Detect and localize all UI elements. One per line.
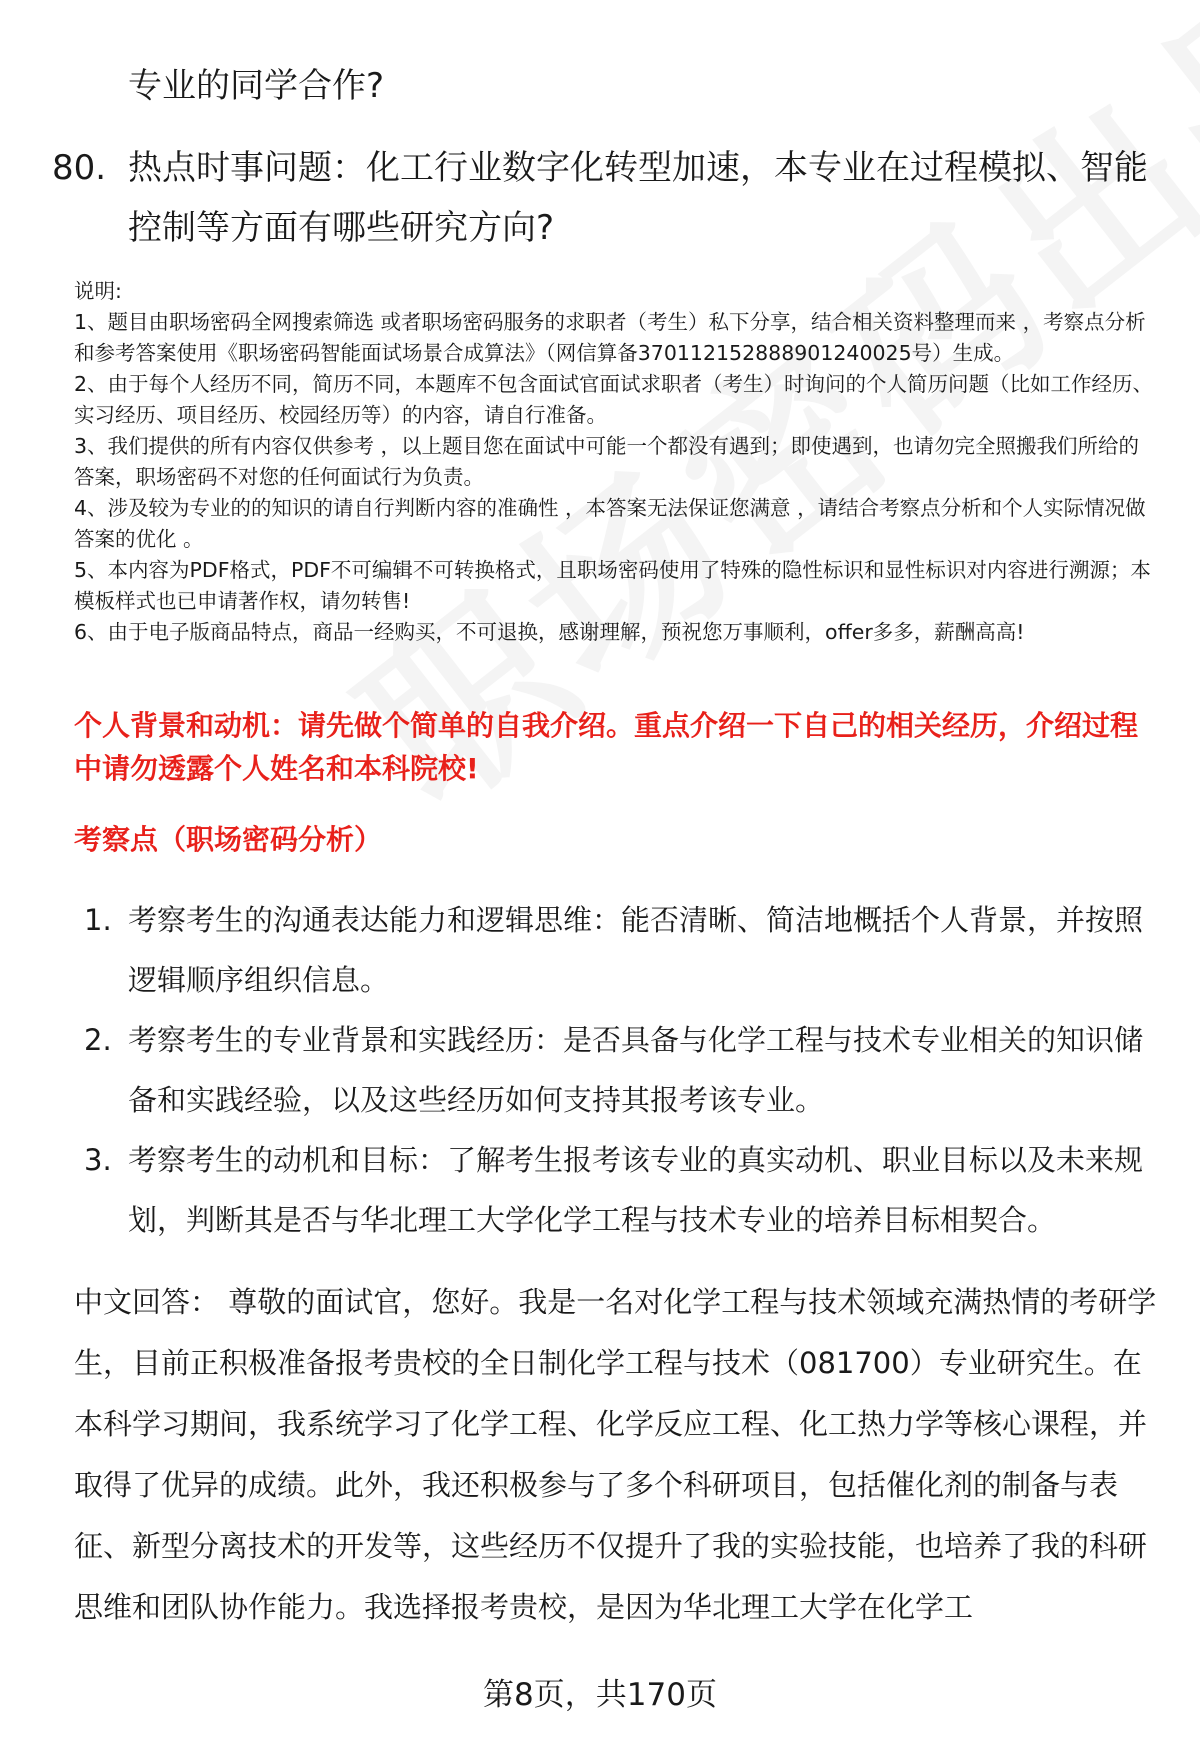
note-item: 6、由于电子版商品特点，商品一经购买，不可退换，感谢理解，预祝您万事顺利，offer多多，薪酬高高! <box>74 620 1025 644</box>
question-number: 80. <box>52 148 107 188</box>
answer-paragraph: 中文回答： 尊敬的面试官，您好。我是一名对化学工程与技术领域充满热情的考研学生，目前正积极准备报考贵校的全日制化学工程与技术（081700）专业研究生。在本科学习期间，我系统学习了化学工程、化学反应工程、化工热力学等核心课程，并取得了优异的成绩。此外，我还积极参与了多个科研项目，包括催化剂的制备与表征、新型分离技术的开发等，这些经历不仅提升了我的实验技能，也培养了我的科研思维和团队协作能力。我选择报考贵校，是因为华北理工大学在化学工 <box>74 1285 1157 1624</box>
list-item <box>84 890 1160 1010</box>
note-item: 5、本内容为PDF格式，PDF不可编辑不可转换格式，且职场密码使用了特殊的隐性标识和显性标识对内容进行溯源；本模板样式也已申请著作权，请勿转售! <box>74 558 1151 613</box>
notes-heading: 说明: <box>74 279 122 303</box>
analysis-points <box>84 890 1160 1250</box>
question-text: 热点时事问题：化工行业数字化转型加速，本专业在过程模拟、智能控制等方面有哪些研究方向? <box>128 148 1148 248</box>
point-number: 3. <box>84 1143 112 1177</box>
question-80 <box>52 138 1162 258</box>
question-continuation: 专业的同学合作? <box>128 66 385 106</box>
notes-block <box>74 276 1154 648</box>
note-item: 2、由于每个人经历不同，简历不同，本题库不包含面试官面试求职者（考生）时询问的个人简历问题（比如工作经历、实习经历、项目经历、校园经历等）的内容，请自行准备。 <box>74 372 1154 427</box>
point-text: 考察考生的动机和目标：了解考生报考该专业的真实动机、职业目标以及未来规划，判断其是否与华北理工大学化学工程与技术专业的培养目标相契合。 <box>128 1143 1144 1237</box>
page-footer: 第8页，共170页 <box>483 1677 717 1713</box>
point-number: 1. <box>84 903 112 937</box>
analysis-heading: 考察点（职场密码分析） <box>74 823 383 856</box>
note-item: 4、涉及较为专业的的知识的请自行判断内容的准确性 ，本答案无法保证您满意 ，请结合考察点分析和个人实际情况做答案的优化 。 <box>74 496 1146 551</box>
note-item: 3、我们提供的所有内容仅供参考 ，以上题目您在面试中可能一个都没有遇到；即使遇到，也请勿完全照搬我们所给的答案，职场密码不对您的任何面试行为负责。 <box>74 434 1140 489</box>
list-item <box>84 1010 1160 1130</box>
point-number: 2. <box>84 1023 112 1057</box>
note-item: 1、题目由职场密码全网搜索筛选 或者职场密码服务的求职者（考生）私下分享，结合相关资料整理而来 ，考察点分析和参考答案使用《职场密码智能面试场景合成算法》（网信算备370112152888901240025号）生成。 <box>74 310 1146 365</box>
section-question: 个人背景和动机：请先做个简单的自我介绍。重点介绍一下自己的相关经历，介绍过程中请勿透露个人姓名和本科院校! <box>74 709 1139 785</box>
point-text: 考察考生的沟通表达能力和逻辑思维：能否清晰、简洁地概括个人背景，并按照逻辑顺序组织信息。 <box>128 903 1144 997</box>
list-item <box>84 1130 1160 1250</box>
point-text: 考察考生的专业背景和实践经历：是否具备与化学工程与技术专业相关的知识储备和实践经验，以及这些经历如何支持其报考该专业。 <box>128 1023 1144 1117</box>
